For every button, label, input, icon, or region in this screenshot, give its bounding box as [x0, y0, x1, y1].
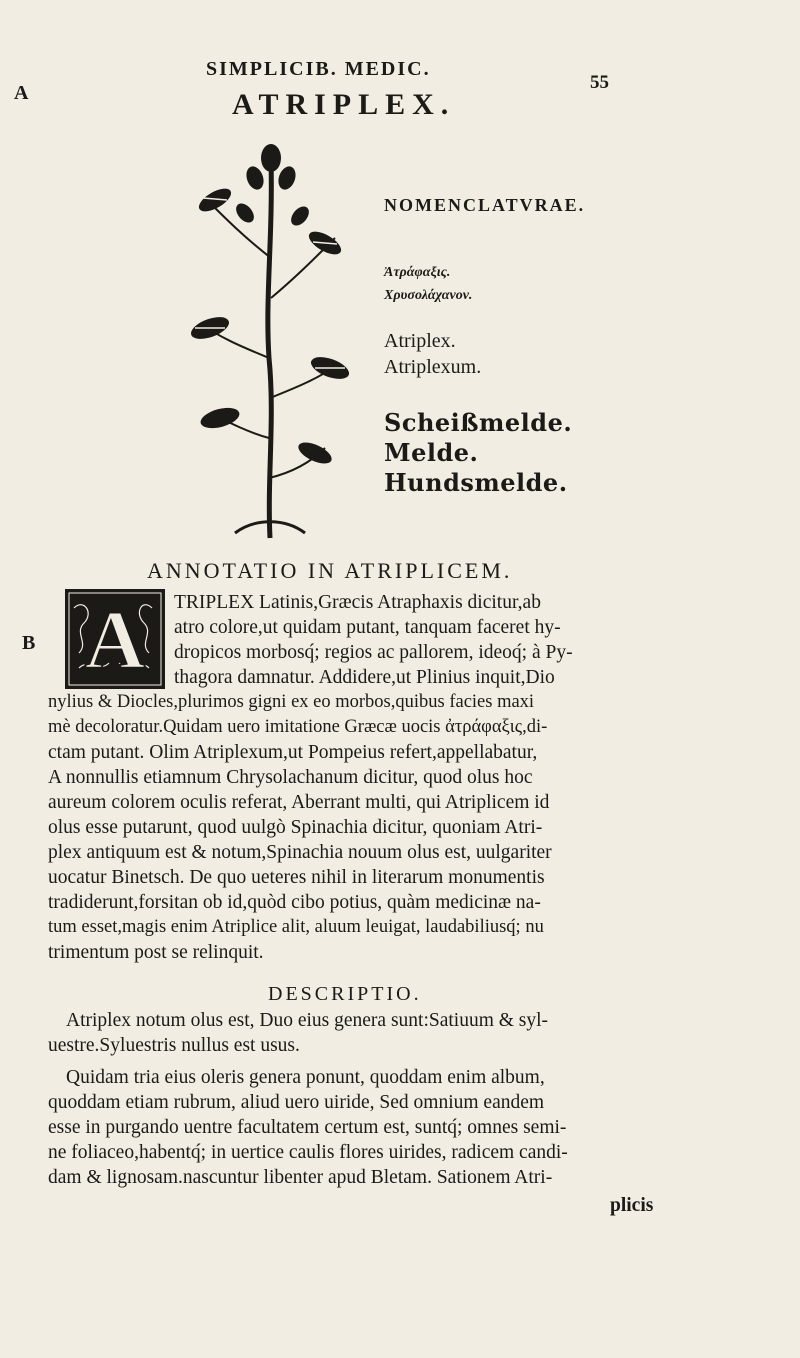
description-line: Quidam tria eius oleris genera ponunt, quoddam enim album, — [66, 1067, 545, 1088]
margin-letter-a: A — [14, 82, 29, 104]
description-line: quoddam etiam rubrum, aliud uero uiride, Sed omnium eandem — [48, 1092, 545, 1113]
annotation-line: plex antiquum est & notum,Spinachia nouum olus est, uulgariter — [48, 842, 552, 863]
page-number: 55 — [590, 72, 609, 93]
annotation-line: uocatur Binetsch. De quo ueteres nihil in literarum monumentis — [48, 867, 545, 888]
description-line: dam & lignosam.nascuntur libenter apud Bletam. Sationem Atri- — [48, 1167, 553, 1188]
annotation-heading: ANNOTATIO IN ATRIPLICEM. — [147, 558, 513, 583]
description-line: esse in purgando uentre facultatem certum est, suntq́; omnes semi- — [48, 1117, 567, 1138]
german-name: Scheißmelde. — [384, 408, 573, 437]
atriplex-woodcut-illustration — [175, 138, 360, 543]
plant-title: ATRIPLEX. — [232, 88, 456, 121]
annotation-line: aureum colorem oculis referat, Aberrant multi, qui Atriplicem id — [48, 792, 550, 813]
description-line: Atriplex notum olus est, Duo eius genera sunt:Satiuum & syl- — [66, 1010, 549, 1031]
annotation-line: atro colore,ut quidam putant, tanquam faceret hy- — [174, 617, 561, 638]
initial-glyph: A — [84, 594, 146, 687]
greek-name: Χρυσολάχανον. — [384, 288, 473, 303]
annotation-line: mè decoloratur.Quidam uero imitatione Græcæ uocis ἀτράφαξις,di- — [48, 717, 548, 737]
annotation-line: ctam putant. Olim Atriplexum,ut Pompeius refert,appellabatur, — [48, 742, 538, 763]
description-line: ne foliaceo,habentq́; in uertice caulis flores uirides, radicem candi- — [48, 1142, 568, 1163]
annotation-line: TRIPLEX Latinis,Græcis Atraphaxis dicitur,ab — [174, 592, 541, 613]
annotation-line: thagora damnatur. Addidere,ut Plinius inquit,Dio — [174, 667, 555, 688]
german-name: Hundsmelde. — [384, 468, 568, 497]
latin-name: Atriplexum. — [384, 356, 482, 378]
catchword: plicis — [610, 1195, 654, 1216]
latin-name: Atriplex. — [384, 330, 456, 352]
running-head: SIMPLICIB. MEDIC. — [206, 58, 431, 80]
annotation-line: tradiderunt,forsitan ob id,quòd cibo potius, quàm medicinæ na- — [48, 892, 541, 913]
description-heading: DESCRIPTIO. — [268, 983, 422, 1005]
nomenclature-heading: NOMENCLATVRAE. — [384, 195, 586, 215]
annotation-line: trimentum post se relinquit. — [48, 942, 264, 963]
annotation-line: A nonnullis etiamnum Chrysolachanum dicitur, quod olus hoc — [48, 767, 533, 788]
greek-name: Ἀτράφαξις. — [384, 265, 451, 280]
annotation-line: dropicos morbosq́; regios ac pallorem, ideoq́; à Py- — [174, 642, 573, 663]
margin-letter-b: B — [22, 632, 36, 654]
annotation-line: olus esse putarunt, quod uulgò Spinachia dicitur, quoniam Atri- — [48, 817, 543, 838]
decorated-initial — [64, 588, 166, 690]
annotation-line: nylius & Diocles,plurimos gigni ex eo morbos,quibus facies maxi — [48, 692, 535, 712]
german-name: Melde. — [384, 438, 479, 467]
annotation-line: tum esset,magis enim Atriplice alit, aluum leuigat, laudabiliusq́; nu — [48, 917, 544, 937]
description-line: uestre.Syluestris nullus est usus. — [48, 1035, 300, 1056]
